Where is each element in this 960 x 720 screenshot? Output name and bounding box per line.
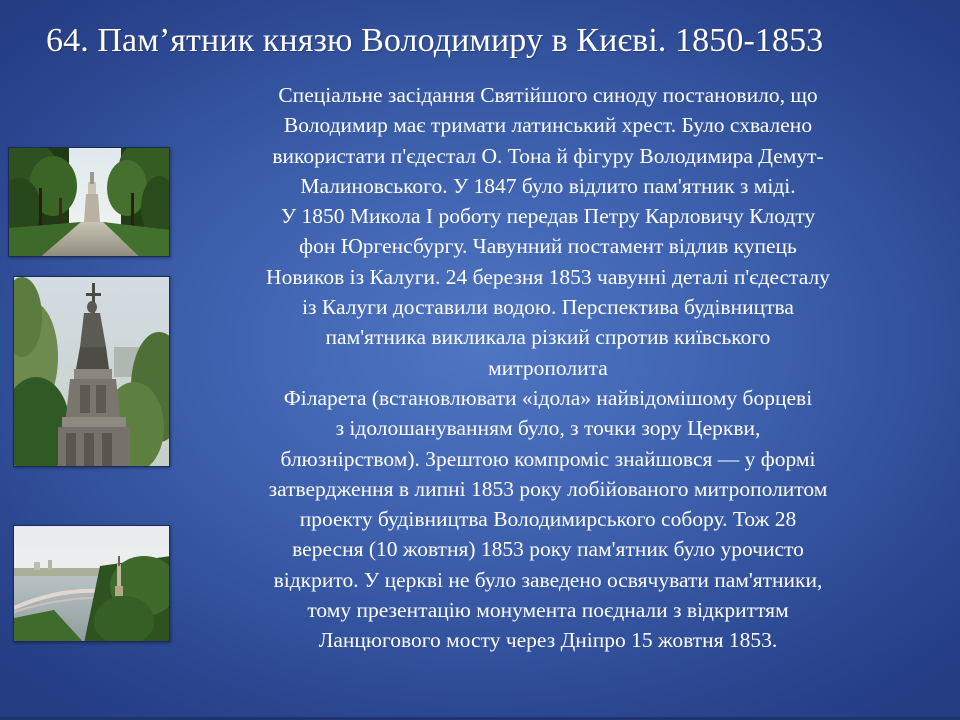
body-line: Новиков із Калуги. 24 березня 1853 чавунні деталі п'єдесталу [266, 264, 830, 289]
dnipro-bridge-photo [13, 525, 170, 642]
body-line: Володимир має тримати латинський хрест. Було схвалено [283, 113, 813, 138]
volodymyr-statue-photo [13, 276, 170, 467]
body-line: затвердження в липні 1853 року лобійованого митрополитом [268, 476, 828, 501]
body-line: проекту будівництва Володимирського собору. Тож 28 [299, 507, 797, 532]
body-line: блюзнірством). Зрештою компроміс знайшовся — у формі [280, 446, 816, 471]
slide-body-text [192, 80, 904, 656]
body-line: із Калуги доставили водою. Перспектива будівництва [302, 295, 794, 320]
body-line: пам'ятника викликала різкий спротив київського [325, 325, 771, 350]
body-line: використати п'єдестал О. Тона й фігуру Володимира Демут- [272, 143, 824, 168]
body-line: з ідолошануванням було, з точки зору Церкви, [335, 416, 761, 441]
body-line: фон Юргенсбургу. Чавунний постамент відлив купець [299, 234, 797, 259]
body-line: вересня (10 жовтня) 1853 року пам'ятник було урочисто [292, 537, 804, 562]
body-line: Філарета (встановлювати «ідола» найвідомішому борцеві [283, 385, 813, 410]
body-line: відкрито. У церкві не було заведено освячувати пам'ятники, [273, 567, 823, 592]
body-line: Спеціальне засідання Святійшого синоду постановило, що [278, 83, 818, 107]
body-line: У 1850 Микола I роботу передав Петру Карловичу Клодту [280, 204, 816, 229]
body-line: Ланцюгового мосту через Дніпро 15 жовтня 1853. [318, 628, 778, 653]
slide-title: 64. Пам’ятник князю Володимиру в Києві. 1850-1853 [46, 22, 824, 59]
body-line: тому презентацію монумента поєднали з відкриттям [307, 598, 789, 623]
body-line: Малиновського. У 1847 було відлито пам'ятник з міді. [300, 173, 796, 198]
body-line: митрополита [488, 355, 608, 380]
monument-park-photo [8, 147, 170, 257]
